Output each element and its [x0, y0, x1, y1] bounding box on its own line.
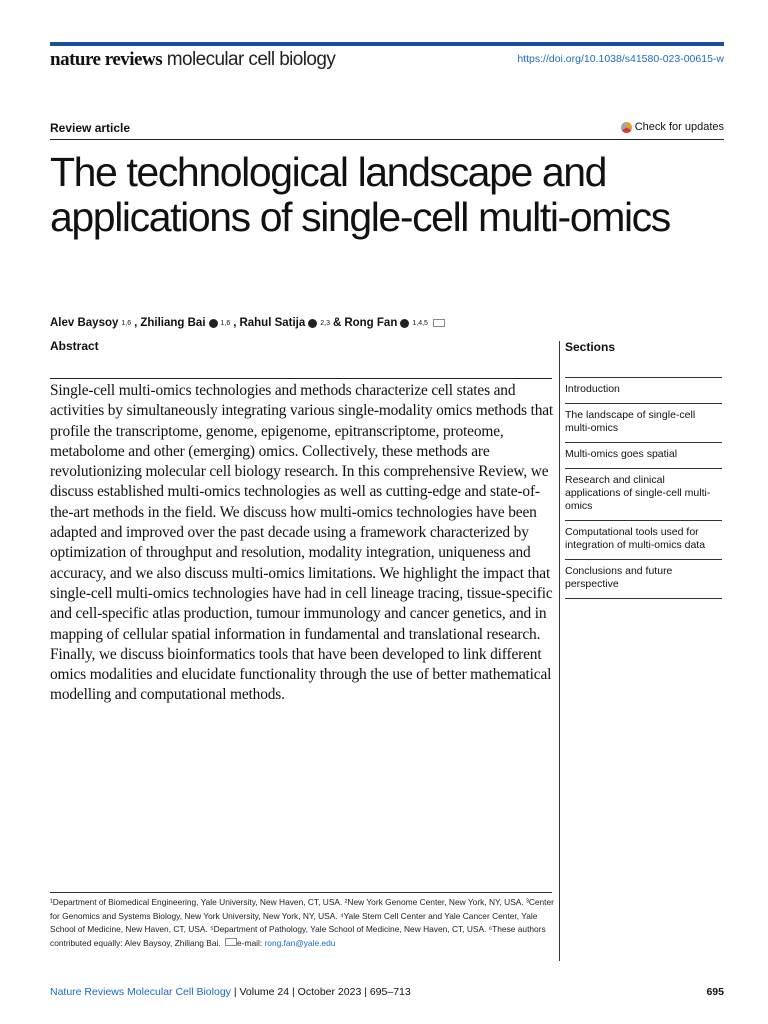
footer-details: | Volume 24 | October 2023 | 695–713 [233, 986, 411, 998]
check-updates-icon [621, 122, 632, 133]
author-affil: 2,3 [320, 319, 331, 327]
check-updates-button[interactable] [621, 121, 724, 133]
abstract-divider [50, 378, 552, 379]
journal-name [50, 49, 335, 71]
author-name[interactable]: Alev Baysoy [50, 317, 119, 329]
email-label: e-mail: [237, 937, 263, 948]
author-name[interactable]: Zhiliang Bai [140, 317, 206, 329]
section-link-computational[interactable]: Computational tools used for integration of multi-omics data [565, 520, 722, 559]
orcid-icon[interactable] [209, 319, 218, 328]
footer-journal-name[interactable]: Nature Reviews Molecular Cell Biology [50, 986, 231, 998]
journal-color-bar [50, 42, 724, 46]
journal-name-bold: nature reviews [50, 49, 163, 70]
author-sep: & [333, 317, 342, 329]
mail-icon [225, 938, 237, 946]
article-title: The technological landscape and applications of single-cell multi-omics [50, 149, 670, 240]
author-sep: , [233, 317, 237, 329]
author-name[interactable]: Rahul Satija [239, 317, 306, 329]
doi-link[interactable]: https://doi.org/10.1038/s41580-023-00615-w [517, 53, 724, 65]
section-link-applications[interactable]: Research and clinical applications of single-cell multi-omics [565, 468, 722, 520]
author-affil: 1,4,5 [412, 319, 428, 327]
email-link[interactable]: rong.fan@yale.edu [264, 937, 336, 948]
abstract-heading: Abstract [50, 339, 99, 353]
orcid-icon[interactable] [400, 319, 409, 328]
author-affil: 1,6 [121, 319, 132, 327]
author-sep: , [134, 317, 138, 329]
section-link-landscape[interactable]: The landscape of single-cell multi-omics [565, 403, 722, 442]
section-link-introduction[interactable]: Introduction [565, 377, 722, 403]
author-list [50, 317, 445, 329]
affiliations-text: ¹Department of Biomedical Engineering, Yale University, New Haven, CT, USA. ²New York Genome Center, New York, NY, USA. ³Center for Genomics and Systems Biology, New York University, New York, NY, USA. ⁴Yale Stem Cell Center and Yale Cancer Center, Yale School of Medicine, New Haven, CT, USA. ⁵Department of Pathology, Yale School of Medicine, New Haven, CT, USA. ⁶These authors contributed equally: Alev Baysoy, Zhiliang Bai. [50, 897, 554, 948]
affiliations [50, 896, 555, 950]
page-number: 695 [706, 986, 724, 998]
author-affil: 1,6 [220, 319, 231, 327]
sections-heading: Sections [565, 340, 616, 354]
article-type: Review article [50, 121, 131, 135]
check-updates-label: Check for updates [634, 121, 724, 133]
abstract-text: Single-cell multi-omics technologies and methods characterize cell states and activities by simultaneously integrating various single-modality omics methods that profile the transcriptome, genome, epigenome, epitranscriptome, proteome, metabolome and other (emerging) omics. Collectively, these methods are revolutionizing molecular cell biology research. In this comprehensive Review, we discuss established multi-omics technologies as well as cutting-edge and state-of-the-art methods in the field. We discuss how multi-omics technologies have been adapted and improved over the past decade using a framework characterized by optimization of throughput and resolution, modality integration, uniqueness and accuracy, and we also discuss multi-omics limitations. We highlight the impact that single-cell multi-omics technologies have had in cell lineage tracing, tissue-specific and cell-specific atlas production, tumour immunology and cancer genetics, and in mapping of cellular spatial information in fundamental and translational research. Finally, we discuss bioinformatics tools that have been developed to link different omics modalities and elucidate functionality through the use of better mathematical modelling and computational methods. [50, 382, 554, 704]
section-link-spatial[interactable]: Multi-omics goes spatial [565, 442, 722, 468]
sections-list [565, 377, 722, 599]
header-divider [50, 139, 724, 140]
mail-icon[interactable] [433, 319, 445, 327]
author-name[interactable]: Rong Fan [344, 317, 398, 329]
footer-citation [50, 986, 411, 998]
column-divider [559, 341, 560, 961]
orcid-icon[interactable] [308, 319, 317, 328]
journal-name-sub: molecular cell biology [166, 49, 336, 70]
affiliations-divider [50, 892, 552, 893]
section-link-conclusions[interactable]: Conclusions and future perspective [565, 559, 722, 599]
